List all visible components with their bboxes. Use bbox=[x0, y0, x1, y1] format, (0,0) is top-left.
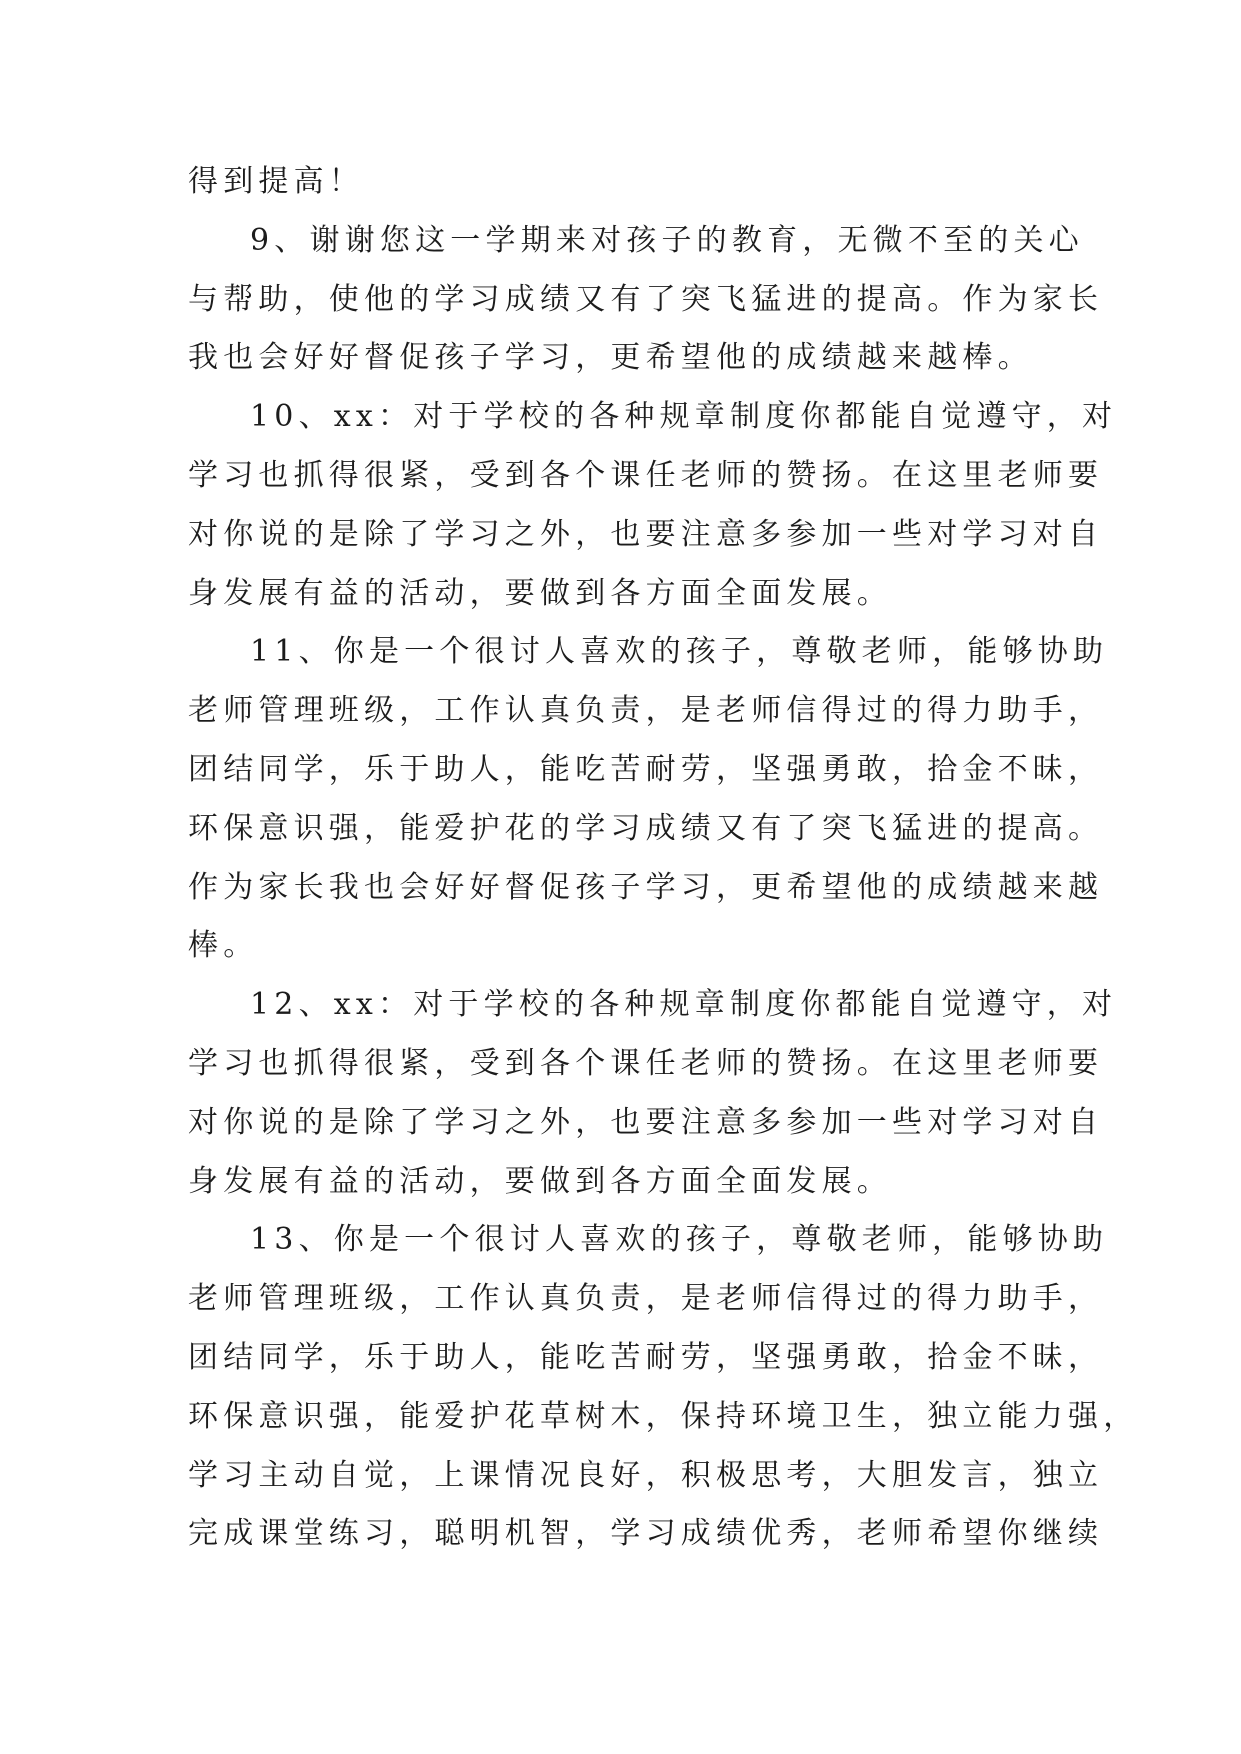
text-line: 环保意识强，能爱护花草树木，保持环境卫生，独立能力强， bbox=[188, 1398, 1139, 1434]
paragraph-10-start: 10、xx：对于学校的各种规章制度你都能自觉遵守，对 bbox=[250, 399, 1118, 435]
text-line: 完成课堂练习，聪明机智，学习成绩优秀，老师希望你继续 bbox=[188, 1516, 1104, 1552]
text-line: 老师管理班级，工作认真负责，是老师信得过的得力助手， bbox=[188, 693, 1104, 729]
paragraph-12-start: 12、xx：对于学校的各种规章制度你都能自觉遵守，对 bbox=[250, 987, 1118, 1023]
text-line: 学习也抓得很紧，受到各个课任老师的赞扬。在这里老师要 bbox=[188, 1045, 1104, 1081]
text-line: 与帮助，使他的学习成绩又有了突飞猛进的提高。作为家长 bbox=[188, 281, 1104, 317]
text-line: 学习也抓得很紧，受到各个课任老师的赞扬。在这里老师要 bbox=[188, 457, 1104, 493]
text-line: 身发展有益的活动，要做到各方面全面发展。 bbox=[188, 1163, 892, 1199]
text-line: 对你说的是除了学习之外，也要注意多参加一些对学习对自 bbox=[188, 516, 1104, 552]
text-line: 棒。 bbox=[188, 928, 259, 964]
text-line: 团结同学，乐于助人，能吃苦耐劳，坚强勇敢，拾金不昧， bbox=[188, 1339, 1104, 1375]
body-text bbox=[188, 153, 1139, 1564]
text-line: 团结同学，乐于助人，能吃苦耐劳，坚强勇敢，拾金不昧， bbox=[188, 751, 1104, 787]
text-line: 环保意识强，能爱护花的学习成绩又有了突飞猛进的提高。 bbox=[188, 810, 1104, 846]
paragraph-11-start: 11、你是一个很讨人喜欢的孩子，尊敬老师，能够协助 bbox=[250, 634, 1109, 670]
text-line: 老师管理班级，工作认真负责，是老师信得过的得力助手， bbox=[188, 1281, 1104, 1317]
text-line: 对你说的是除了学习之外，也要注意多参加一些对学习对自 bbox=[188, 1104, 1104, 1140]
paragraph-13-start: 13、你是一个很讨人喜欢的孩子，尊敬老师，能够协助 bbox=[250, 1222, 1109, 1258]
text-line: 身发展有益的活动，要做到各方面全面发展。 bbox=[188, 575, 892, 611]
paragraph-9-start: 9、谢谢您这一学期来对孩子的教育，无微不至的关心 bbox=[250, 222, 1084, 258]
text-line: 学习主动自觉，上课情况良好，积极思考，大胆发言，独立 bbox=[188, 1457, 1104, 1493]
text-line: 作为家长我也会好好督促孩子学习，更希望他的成绩越来越 bbox=[188, 869, 1104, 905]
text-line: 得到提高！ bbox=[188, 164, 364, 199]
text-line: 我也会好好督促孩子学习，更希望他的成绩越来越棒。 bbox=[188, 340, 1033, 376]
